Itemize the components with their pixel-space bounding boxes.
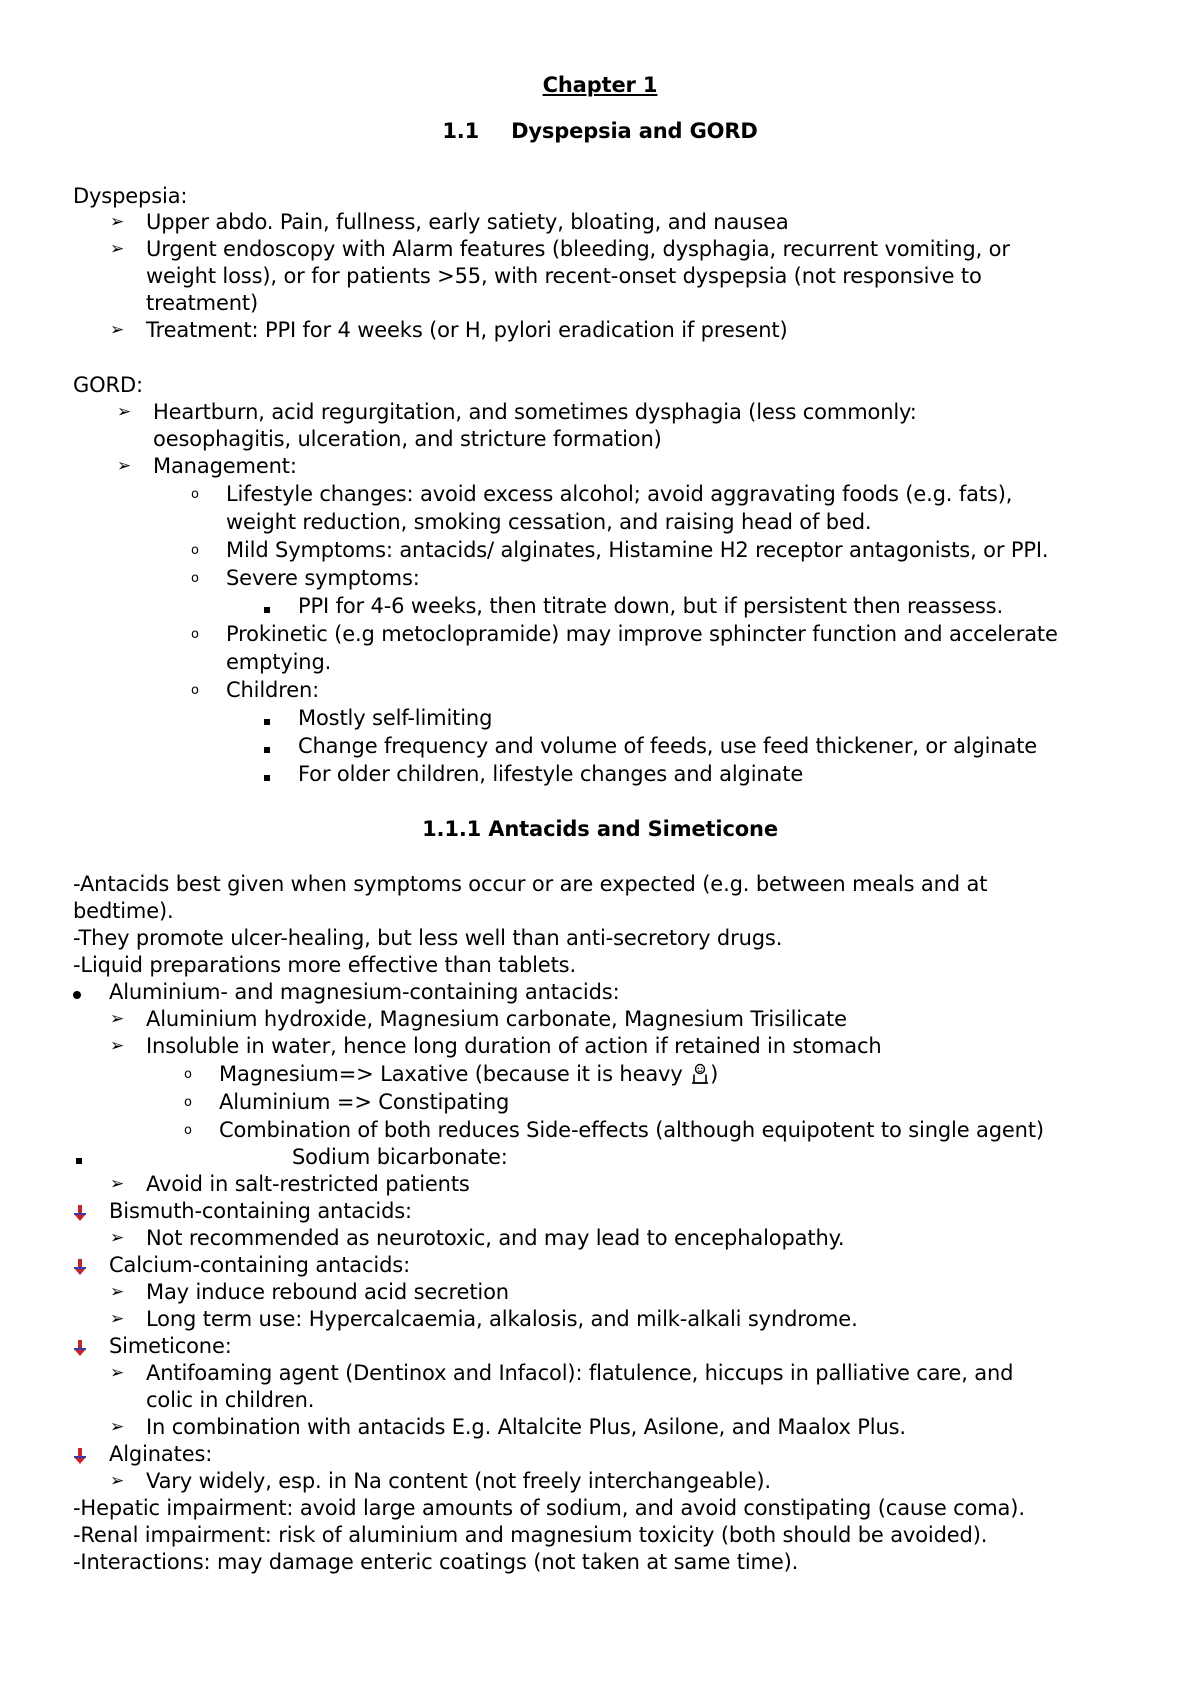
list-item-continuation: treatment) (146, 291, 259, 315)
list-item: Antifoaming agent (Dentinox and Infacol): flatulence, hiccups in palliative care, and (146, 1361, 1014, 1385)
list-item-continuation: colic in children. (146, 1388, 315, 1412)
arrowhead-bullet-icon: ➢ (117, 402, 132, 422)
list-item: Simeticone: (109, 1334, 232, 1358)
weight-smiley-icon (690, 1063, 710, 1085)
list-item-continuation: weight loss), or for patients >55, with recent-onset dyspepsia (not responsive to (146, 264, 982, 288)
sub-list-item: Children: (226, 678, 320, 702)
paragraph-line: bedtime). (73, 899, 174, 923)
down-arrow-bullet-icon (74, 1441, 86, 1468)
section-number: 1.1 (442, 119, 480, 143)
list-item: Management: (153, 454, 297, 478)
sub-list-item (219, 1061, 718, 1088)
circle-bullet-icon: o (191, 627, 199, 642)
list-item: Bismuth-containing antacids: (109, 1199, 412, 1223)
list-item: In combination with antacids E.g. Altalcite Plus, Asilone, and Maalox Plus. (146, 1415, 906, 1439)
gord-label: GORD: (73, 373, 143, 397)
sub-list-item: Prokinetic (e.g metoclopramide) may improve sphincter function and accelerate (226, 622, 1058, 646)
magnesium-text: Magnesium=> Laxative (because it is heavy (219, 1062, 683, 1086)
paragraph-line: -Renal impairment: risk of aluminium and magnesium toxicity (both should be avoided). (73, 1523, 988, 1547)
dyspepsia-label: Dyspepsia: (73, 184, 188, 208)
paragraph-line: -Interactions: may damage enteric coatings (not taken at same time). (73, 1550, 799, 1574)
list-item: Urgent endoscopy with Alarm features (bleeding, dysphagia, recurrent vomiting, or (146, 237, 1010, 261)
arrowhead-bullet-icon: ➢ (117, 456, 132, 476)
arrowhead-bullet-icon: ➢ (110, 1471, 125, 1491)
square-bullet-icon (264, 593, 270, 620)
list-item: May induce rebound acid secretion (146, 1280, 509, 1304)
sub-sub-list-item: PPI for 4-6 weeks, then titrate down, but if persistent then reassess. (298, 594, 1003, 618)
arrowhead-bullet-icon: ➢ (110, 1417, 125, 1437)
list-item: Treatment: PPI for 4 weeks (or H, pylori eradication if present) (146, 318, 788, 342)
arrowhead-bullet-icon: ➢ (110, 1282, 125, 1302)
down-arrow-bullet-icon (74, 1333, 86, 1360)
arrowhead-bullet-icon: ➢ (110, 1036, 125, 1056)
sub-list-item: Mild Symptoms: antacids/ alginates, Histamine H2 receptor antagonists, or PPI. (226, 538, 1049, 562)
arrowhead-bullet-icon: ➢ (110, 320, 125, 340)
arrowhead-bullet-icon: ➢ (110, 1174, 125, 1194)
list-item: Not recommended as neurotoxic, and may lead to encephalopathy. (146, 1226, 845, 1250)
list-item: Alginates: (109, 1442, 213, 1466)
square-bullet-icon (264, 733, 270, 760)
arrowhead-bullet-icon: ➢ (110, 1309, 125, 1329)
square-bullet-icon (76, 1144, 82, 1171)
arrowhead-bullet-icon: ➢ (110, 1009, 125, 1029)
list-item: Long term use: Hypercalcaemia, alkalosis, and milk-alkali syndrome. (146, 1307, 858, 1331)
section-title: Dyspepsia and GORD (511, 119, 758, 143)
square-bullet-icon (264, 705, 270, 732)
list-item: Vary widely, esp. in Na content (not freely interchangeable). (146, 1469, 771, 1493)
paragraph-line: -Antacids best given when symptoms occur or are expected (e.g. between meals and at (73, 872, 988, 896)
section-heading-1-1-1: 1.1.1 Antacids and Simeticone (422, 817, 778, 841)
sub-sub-list-item: Change frequency and volume of feeds, use feed thickener, or alginate (298, 734, 1038, 758)
circle-bullet-icon: o (191, 571, 199, 586)
list-item: Avoid in salt-restricted patients (146, 1172, 470, 1196)
list-item-continuation: oesophagitis, ulceration, and stricture formation) (153, 427, 662, 451)
sub-list-item-continuation: emptying. (226, 650, 332, 674)
list-item: Insoluble in water, hence long duration of action if retained in stomach (146, 1034, 882, 1058)
arrowhead-bullet-icon: ➢ (110, 212, 125, 232)
paragraph-line: -They promote ulcer-healing, but less well than anti-secretory drugs. (73, 926, 783, 950)
list-item: Aluminium hydroxide, Magnesium carbonate, Magnesium Trisilicate (146, 1007, 847, 1031)
paragraph-line: -Liquid preparations more effective than tablets. (73, 953, 576, 977)
circle-bullet-icon: o (184, 1067, 192, 1082)
paragraph-line: -Hepatic impairment: avoid large amounts of sodium, and avoid constipating (cause coma). (73, 1496, 1025, 1520)
arrowhead-bullet-icon: ➢ (110, 1363, 125, 1383)
list-item: Heartburn, acid regurgitation, and sometimes dysphagia (less commonly: (153, 400, 917, 424)
down-arrow-bullet-icon (74, 1198, 86, 1225)
circle-bullet-icon: o (184, 1095, 192, 1110)
circle-bullet-icon: o (191, 543, 199, 558)
down-arrow-bullet-icon (74, 1252, 86, 1279)
sub-list-item: Aluminium => Constipating (219, 1090, 510, 1114)
sub-list-item-continuation: weight reduction, smoking cessation, and raising head of bed. (226, 510, 872, 534)
list-item: Calcium-containing antacids: (109, 1253, 410, 1277)
section-heading-1-1 (0, 118, 1200, 145)
circle-bullet-icon: o (191, 487, 199, 502)
magnesium-text-close: ) (710, 1062, 719, 1086)
list-item: Upper abdo. Pain, fullness, early satiety, bloating, and nausea (146, 210, 789, 234)
sub-list-item: Lifestyle changes: avoid excess alcohol; avoid aggravating foods (e.g. fats), (226, 482, 1013, 506)
chapter-title: Chapter 1 (542, 73, 658, 97)
list-item: Sodium bicarbonate: (292, 1145, 508, 1169)
sub-list-item: Severe symptoms: (226, 566, 420, 590)
circle-bullet-icon: o (191, 683, 199, 698)
square-bullet-icon (264, 761, 270, 788)
sub-list-item: Combination of both reduces Side-effects (although equipotent to single agent) (219, 1118, 1044, 1142)
round-bullet-icon (73, 979, 81, 1006)
sub-sub-list-item: For older children, lifestyle changes and alginate (298, 762, 804, 786)
list-item: Aluminium- and magnesium-containing antacids: (109, 980, 620, 1004)
arrowhead-bullet-icon: ➢ (110, 239, 125, 259)
arrowhead-bullet-icon: ➢ (110, 1228, 125, 1248)
sub-sub-list-item: Mostly self-limiting (298, 706, 493, 730)
circle-bullet-icon: o (184, 1123, 192, 1138)
